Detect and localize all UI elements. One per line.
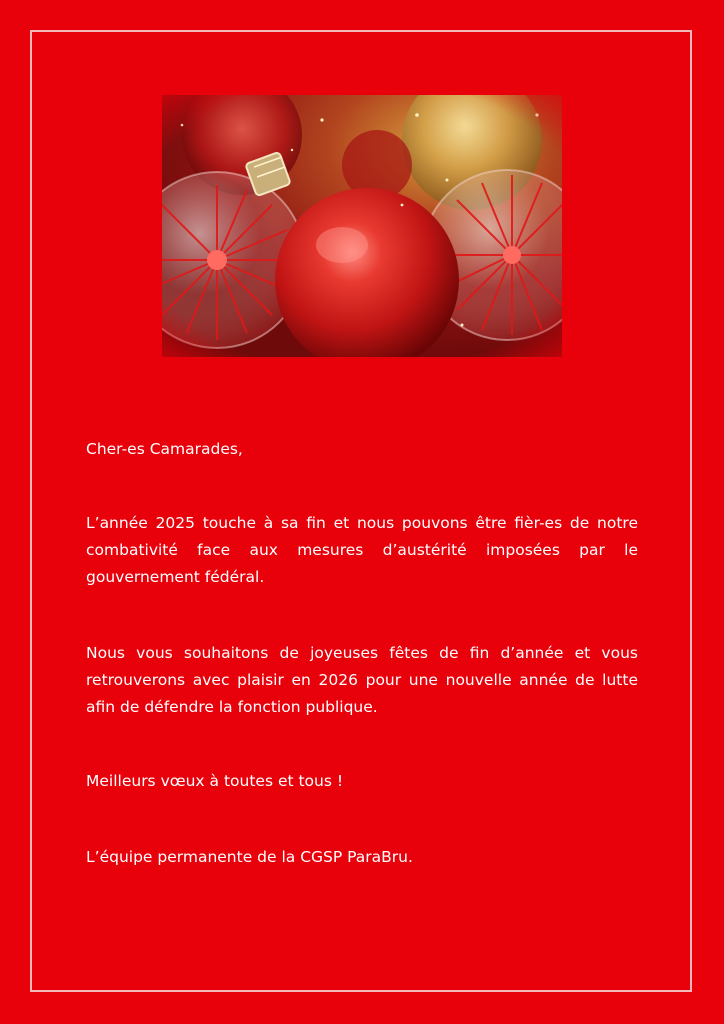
signature: L’équipe permanente de la CGSP ParaBru.	[86, 848, 413, 866]
christmas-baubles-photo	[162, 95, 562, 357]
paragraph-2: Nous vous souhaitons de joyeuses fêtes de fin d’année et vous retrouverons avec plaisir en 2026 pour une nouvelle année de lutte afin de défendre la fonction publique.	[86, 644, 638, 716]
paragraph-1: L’année 2025 touche à sa fin et nous pouvons être fièr-es de notre combativité face aux mesures d’austérité imposées par le gouvernement fédéral.	[86, 514, 638, 586]
greeting: Cher-es Camarades,	[86, 440, 243, 458]
wishes: Meilleurs vœux à toutes et tous !	[86, 772, 344, 790]
